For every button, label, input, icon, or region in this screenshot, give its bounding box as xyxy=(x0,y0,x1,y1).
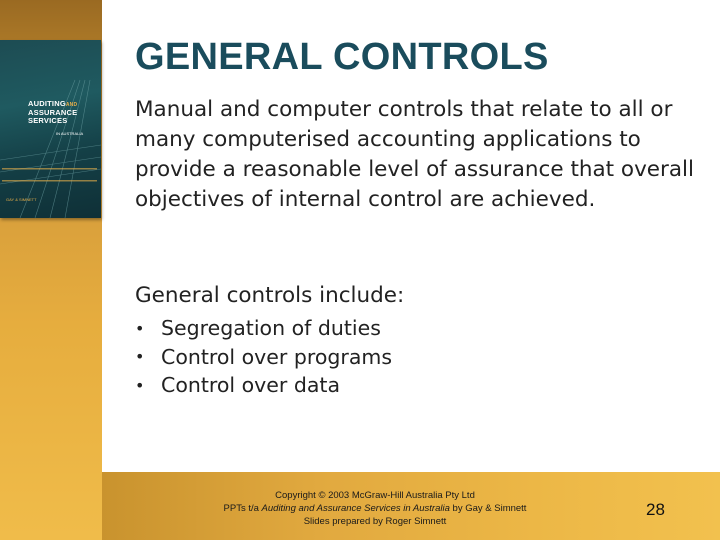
book-title-text: Auditing and Assurance Services in Australia xyxy=(261,503,450,514)
controls-list xyxy=(135,314,392,400)
footer-credits xyxy=(180,489,570,528)
book-cover-region: IN AUSTRALIA xyxy=(56,131,84,136)
slide-title: GENERAL CONTROLS xyxy=(135,36,549,78)
book-cover-graphic xyxy=(0,40,101,218)
list-intro: General controls include: xyxy=(135,283,405,308)
book-cover-authors: GAY & SIMNETT xyxy=(6,197,37,202)
book-cover-image xyxy=(0,40,101,218)
list-item-text: Control over programs xyxy=(161,344,393,369)
ppt-credit: PPTs t/a Auditing and Assurance Services in Australia by Gay & Simnett xyxy=(223,503,527,514)
prepared-by-text: Slides prepared by Roger Simnett xyxy=(303,516,447,527)
book-cover-title: AUDITINGAND ASSURANCE SERVICES xyxy=(28,99,78,125)
page-number: 28 xyxy=(646,500,665,519)
bullet-icon: • xyxy=(135,347,145,367)
list-item-text: Segregation of duties xyxy=(161,316,381,341)
list-item-text: Control over data xyxy=(161,373,341,398)
list-item xyxy=(135,343,392,372)
bullet-icon: • xyxy=(135,318,145,338)
bullet-icon: • xyxy=(135,375,145,395)
list-item xyxy=(135,314,392,343)
copyright-text: Copyright © 2003 McGraw-Hill Australia Pty Ltd xyxy=(275,490,475,501)
list-item xyxy=(135,371,392,400)
definition-paragraph: Manual and computer controls that relate to all or many computerised accounting applications to provide a reasonable level of assurance that overall objectives of internal control are achieved. xyxy=(135,97,694,212)
